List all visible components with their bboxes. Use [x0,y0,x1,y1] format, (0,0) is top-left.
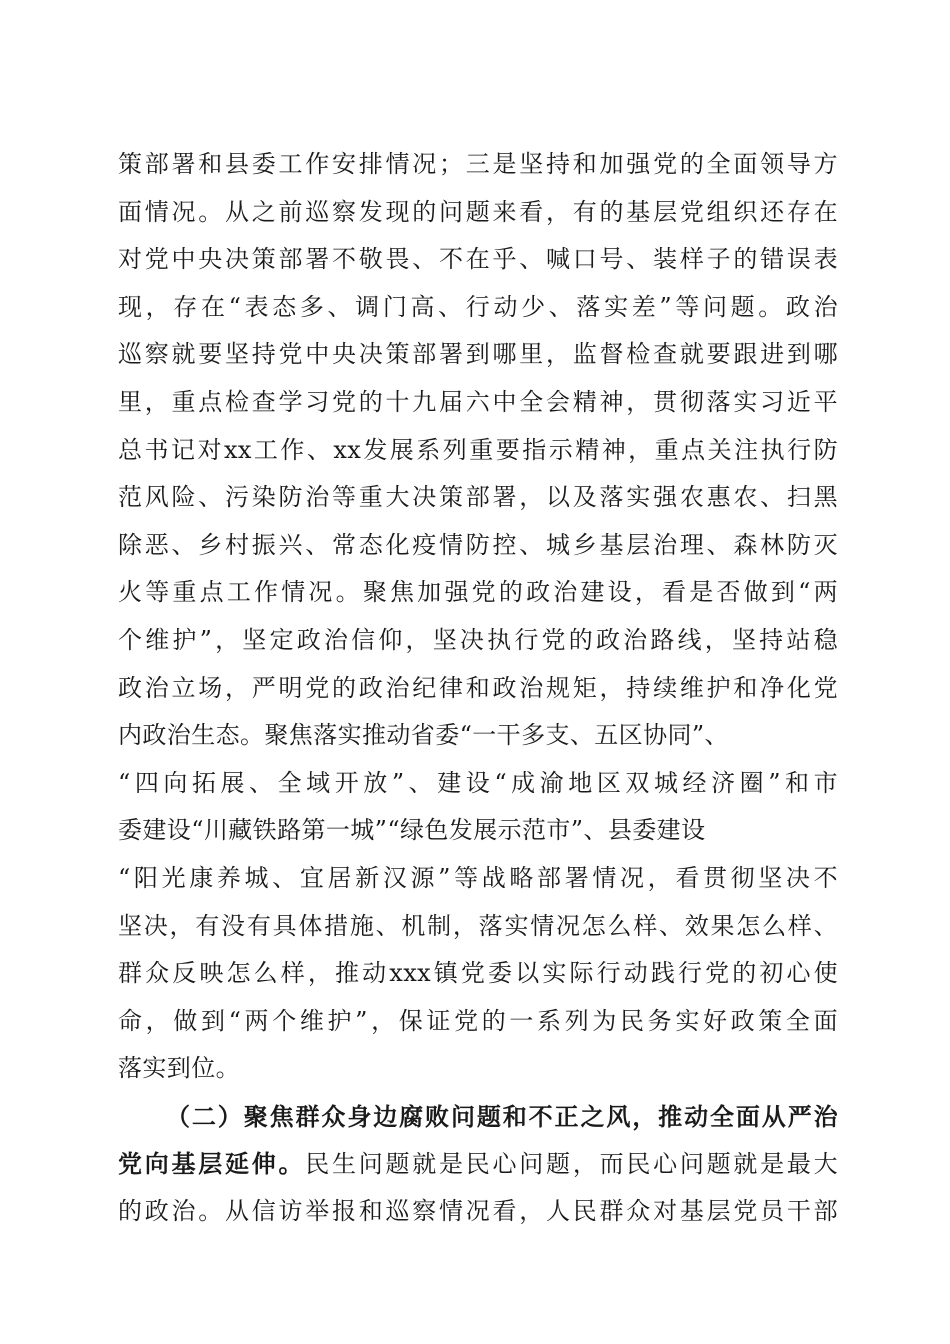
section-heading: （二）聚焦群众身边腐败问题和不正之风，推动全面从严治 [166,1101,838,1131]
text-line: 除恶、乡村振兴、常态化疫情防控、城乡基层治理、森林防灭 [118,530,838,559]
text-line: 坚决，有没有具体措施、机制，落实情况怎么样、效果怎么样、 [118,911,838,940]
text-line: 个维护”，坚定政治信仰，坚决执行党的政治路线，坚持站稳 [118,625,838,654]
body-text [118,141,838,1236]
text-line: 策部署和县委工作安排情况；三是坚持和加强党的全面领导方 [118,150,838,178]
text-line: 范风险、污染防治等重大决策部署，以及落实强农惠农、扫黑 [118,483,838,512]
text-line: 内政治生态。聚焦落实推动省委“一干多支、五区协同”、 [118,721,729,750]
text-line: 总书记对xx工作、xx发展系列重要指示精神，重点关注执行防 [118,435,838,464]
text-line: 火等重点工作情况。聚焦加强党的政治建设，看是否做到“两 [118,578,838,607]
section-heading-tail: 党向基层延伸。 [118,1149,306,1179]
text-line: 巡察就要坚持党中央决策部署到哪里，监督检查就要跟进到哪 [118,340,838,369]
text-line: 委建设“川藏铁路第一城”“绿色发展示范市”、县委建设 [118,816,706,845]
section-text: 民生问题就是民心问题，而民心问题就是最大 [305,1150,838,1179]
text-line: 群众反映怎么样，推动xxx镇党委以实际行动践行党的初心使 [118,959,838,988]
text-line: 现，存在“表态多、调门高、行动少、落实差”等问题。政治 [118,292,838,321]
text-line: “阳光康养城、宜居新汉源”等战略部署情况，看贯彻坚决不 [118,863,838,892]
text-line: “四向拓展、全域开放”、建设“成渝地区双城经济圈”和市 [118,768,838,797]
text-line: 的政治。从信访举报和巡察情况看，人民群众对基层党员干部 [118,1197,838,1226]
text-line: 里，重点检查学习党的十九届六中全会精神，贯彻落实习近平 [118,387,838,416]
text-line: 命，做到“两个维护”，保证党的一系列为民务实好政策全面 [118,1006,838,1035]
text-line: 面情况。从之前巡察发现的问题来看，有的基层党组织还存在 [118,197,838,226]
text-line: 对党中央决策部署不敬畏、不在乎、喊口号、装样子的错误表 [118,245,838,274]
section-heading-continuation [118,1140,838,1188]
text-line: 落实到位。 [118,1054,240,1083]
text-line: 政治立场，严明党的政治纪律和政治规矩，持续维护和净化党 [118,673,838,702]
